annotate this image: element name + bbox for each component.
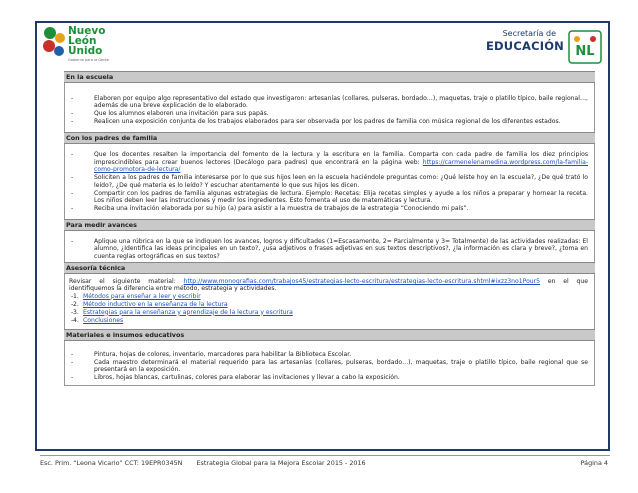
section-asesoria [64, 274, 595, 329]
section-padres [64, 144, 595, 219]
item-number: - 3. [73, 308, 79, 316]
list-item: - Soliciten a los padres de familia interesarse por lo que sus hijos leen en la escuela haciéndole preguntas como: ¿Qué leíste hoy en la escuela?, ¿De qué trató lo leído?, ¿De qué materia es lo leído? Y escuchar atentamente lo que sus hijos les dicen. [69, 174, 588, 189]
resource-link[interactable]: Conclusiones [83, 316, 124, 324]
sec-line-2: EDUCACIÓN [486, 39, 564, 53]
nl-emblem-icon [40, 24, 68, 58]
resource-item [69, 317, 588, 324]
list-item: - Realicen una exposición conjunta de los trabajos elaborados para ser observada por los padres de familia con música regional de los diferentes estados. [69, 118, 588, 125]
monografias-link[interactable]: http://www.monografias.com/trabajos45/estrategias-lecto-escritura/estrategias-lecto-escritura.shtml#ixzz3no1Pour5 [183, 277, 541, 285]
section-escuela [64, 83, 595, 132]
list-item: - Reciba una invitación elaborada por su hijo (a) para asistir a la muestra de trabajos de la estrategia “Conociendo mi país”. [69, 205, 588, 212]
logo-tagline: Gobierno para la Gente [68, 58, 109, 62]
section-medir [64, 231, 595, 262]
logo-line-3: Unido [68, 45, 103, 57]
item-number: - 4. [73, 316, 79, 324]
list-item: - Que los alumnos elaboren una invitación para sus papás. [69, 110, 588, 117]
list-item: - Pintura, hojas de colores, inventario, marcadores para habilitar la Biblioteca Escolar. [69, 351, 588, 358]
footer-strategy: Estrategia Global para la Mejora Escolar 2015 - 2016 [196, 459, 366, 467]
section-title-asesoria: Asesoría técnica [64, 262, 595, 274]
page-footer [40, 455, 610, 467]
nuevo-leon-logo [40, 24, 120, 68]
list-item: - Elaboren por equipo algo representativo del estado que investigaron: artesanías (collares, pulseras, bordado…), maquetas, traje o platillo típico, baile regional…, además de una breve explicación de lo elaborado. [69, 95, 588, 110]
resource-item [69, 301, 588, 308]
document-body [64, 71, 595, 386]
footer-page-number: Página 4 [580, 459, 608, 467]
section-title-materiales: Materiales e insumos educativos [64, 329, 595, 341]
secretaria-educacion-logo [486, 26, 606, 68]
decalogo-link[interactable]: https://carmenelenamedina.wordpress.com/la-familia-como-promotora-de-lectura/ [94, 158, 589, 174]
list-item: - Libros, hojas blancas, cartulinas, colores para elaborar las invitaciones y llevar a cabo la exposición. [69, 374, 588, 381]
list-item: - Aplique una rúbrica en la que se indiquen los avances, logros y dificultades (1=Escasamente, 2= Parcialmente y 3= Totalmente) de las actividades realizadas: El alumno, ¿Identifica las ideas principales en un texto?, ¿usa adjetivos o frases adjetivas en sus textos descriptivos?, ¿la información es clara y breve?, ¿toma en cuenta reglas ortográficas en sus textos? [69, 238, 588, 260]
resource-item [69, 309, 588, 316]
item-text: Que los docentes resalten la importancia del fomento de la lectura y la escritura en la familia. Comparta con cada padre de familia los diez principios imprescindibles para crear buenos lectores (Decálogo para padres) que encontrará en la página web: [94, 151, 588, 166]
intro-text: Revisar el siguiente material: [69, 277, 176, 285]
item-number: - 1. [73, 292, 79, 300]
section-materiales [64, 341, 595, 386]
intro-text-end: en el que identifiquemos la diferencia entre método, estrategia y actividades. [69, 277, 588, 293]
asesoria-intro [69, 278, 588, 293]
nl-badge-icon [568, 30, 602, 64]
logo-line-2: León [68, 35, 97, 47]
sec-line-1: Secretaría de [502, 29, 556, 38]
resource-link[interactable]: Método inductivo en la enseñanza de la lectura [83, 300, 228, 308]
list-item: - Cada maestro determinará el material requerido para las artesanías (collares, pulseras, bordado…), maquetas, traje o platillo típico, baile regional que se presentará en la exposición. [69, 359, 588, 374]
section-title-medir: Para medir avances [64, 219, 595, 231]
list-item: - Compartir con los padres de familia algunas estrategias de lectura. Ejemplo: Recetas: Elija recetas simples y ayude a los niños a preparar y hornear la receta. Los niños deben leer las instrucciones y medir los ingredientes. Esto fomenta el uso de matemáticas y lectura. [69, 190, 588, 205]
section-title-escuela: En la escuela [64, 71, 595, 83]
footer-school: Esc. Prim. “Leona Vicario” CCT: 19EPR0345N [40, 459, 183, 467]
list-item [69, 151, 588, 173]
logo-line-1: Nuevo [68, 25, 106, 37]
item-number: - 2. [73, 300, 79, 308]
resource-link[interactable]: Estrategias para la enseñanza y aprendizaje de la lectura y escritura [83, 308, 293, 316]
section-title-padres: Con los padres de familia [64, 132, 595, 144]
nl-badge-text: NL [575, 44, 595, 59]
resource-item [69, 293, 588, 300]
resource-link[interactable]: Métodos para enseñar a leer y escribir [83, 292, 201, 300]
